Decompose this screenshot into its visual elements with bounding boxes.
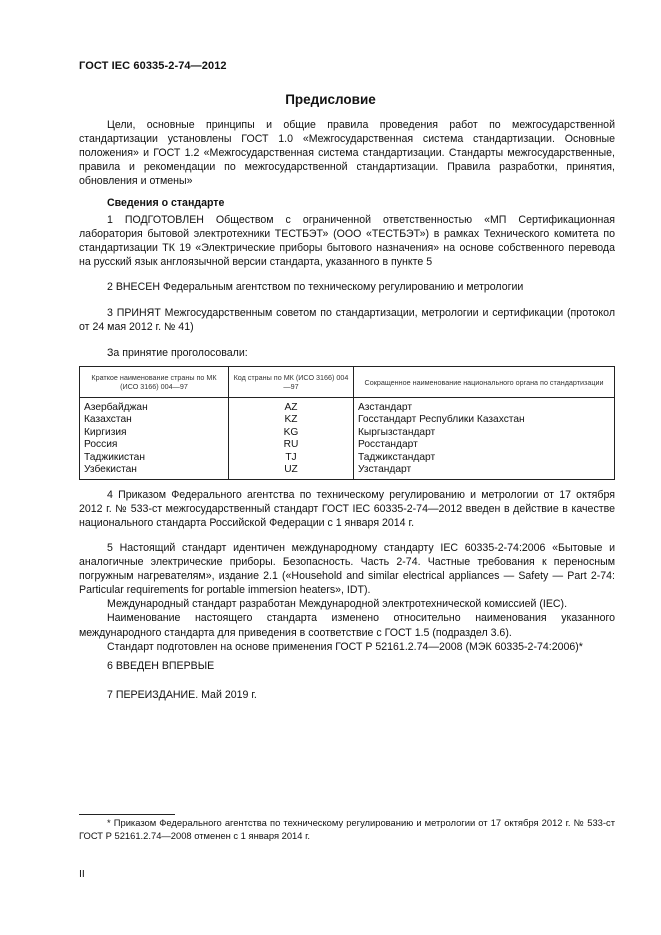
code-cell: KZ [229,414,354,426]
document-header: ГОСТ IEC 60335-2-74—2012 [79,60,227,72]
item-5-iec-note: Международный стандарт разработан Международной электротехнической комиссией (IEC). [107,598,568,611]
code-cell: KG [229,427,354,439]
page-number: II [79,868,85,880]
country-cell: Казахстан [80,414,229,426]
item-3-paragraph: 3 ПРИНЯТ Межгосударственным советом по стандартизации, метрологии и сертификации (протокол от 24 мая 2012 г. № 41) [79,307,615,334]
table-header-row [80,367,615,398]
table-row [80,439,615,451]
column-header-country: Краткое наименование страны по МК (ИСО 3166) 004—97 [80,367,229,398]
item-5-paragraph: 5 Настоящий стандарт идентичен международному стандарту IEC 60335-2-74:2006 «Бытовые и аналогичные электрические приборы. Безопасность. Часть 2-74. Частные требования к переносным погружным нагревателям», издание 2.1 («Household and similar electrical appliances — Safety — Part 2-74: Particular requirements for portable immersion heaters», IDT). [79,542,615,597]
code-cell: RU [229,439,354,451]
item-5-basis-note: Стандарт подготовлен на основе применения ГОСТ Р 52161.2.74—2008 (МЭК 60335-2-74:2006)* [107,640,583,653]
item-7-paragraph: 7 ПЕРЕИЗДАНИЕ. Май 2019 г. [107,689,257,701]
page-title: Предисловие [285,92,376,107]
table-row [80,414,615,426]
item-2-paragraph: 2 ВНЕСЕН Федеральным агентством по техническому регулированию и метрологии [107,281,524,293]
voting-table [79,366,615,480]
table-row [80,398,615,415]
item-1-paragraph: 1 ПОДГОТОВЛЕН Обществом с ограниченной ответственностью «МП Сертификационная лаборатория бытовой электротехники ТЕСТБЭТ» (ООО «ТЕСТБЭТ») в рамках Технического комитета по стандартизации ТК 19 «Электрические приборы бытового назначения» на основе собственного перевода на русский язык англоязычной версии стандарта, указанного в пункте 5 [79,214,615,269]
country-cell: Киргизия [80,427,229,439]
table-row [80,452,615,464]
body-cell: Кыргызстандарт [354,427,615,439]
table-row [80,427,615,439]
footnote: * Приказом Федерального агентства по техническому регулированию и метрологии от 17 октября 2012 г. № 533-ст ГОСТ Р 52161.2.74—2008 отменен с 1 января 2014 г. [79,817,615,841]
country-cell: Азербайджан [80,398,229,415]
body-cell: Госстандарт Республики Казахстан [354,414,615,426]
country-cell: Таджикистан [80,452,229,464]
body-cell: Азстандарт [354,398,615,415]
table-row [80,464,615,480]
country-cell: Россия [80,439,229,451]
body-cell: Узстандарт [354,464,615,480]
footnote-divider [79,814,175,815]
body-cell: Росстандарт [354,439,615,451]
code-cell: TJ [229,452,354,464]
column-header-code: Код страны по МК (ИСО 3166) 004—97 [229,367,354,398]
intro-paragraph: Цели, основные принципы и общие правила проведения работ по межгосударственной стандартизации установлены ГОСТ 1.0 «Межгосударственная система стандартизации. Основные положения» и ГОСТ 1.2 «Межгосударственная система стандартизации. Стандарты межгосударственные, правила и рекомендации по межгосударственной стандартизации. Правила разработки, принятия, обновления и отмены» [79,119,615,188]
item-6-paragraph: 6 ВВЕДЕН ВПЕРВЫЕ [107,660,215,672]
body-cell: Таджикстандарт [354,452,615,464]
item-5-title-note: Наименование настоящего стандарта изменено относительно наименования указанного международного стандарта для приведения в соответствие с ГОСТ 1.5 (подраздел 3.6). [79,612,615,639]
country-cell: Узбекистан [80,464,229,480]
code-cell: UZ [229,464,354,480]
column-header-body: Сокращенное наименование национального органа по стандартизации [354,367,615,398]
info-heading: Сведения о стандарте [107,197,225,209]
code-cell: AZ [229,398,354,415]
item-5-block [79,541,615,654]
item-4-paragraph: 4 Приказом Федерального агентства по техническому регулированию и метрологии от 17 октября 2012 г. № 533-ст межгосударственный стандарт ГОСТ IEC 60335-2-74—2012 введен в действие в качестве национального стандарта Российской Федерации с 1 января 2014 г. [79,489,615,530]
voted-label: За принятие проголосовали: [107,347,248,359]
